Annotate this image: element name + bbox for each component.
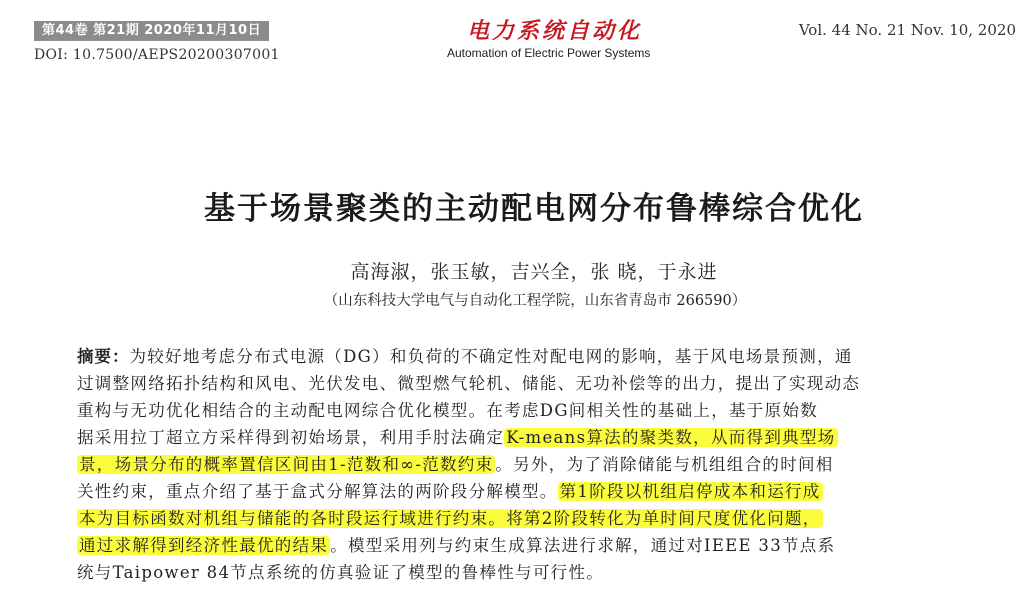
highlighted-text: K-means算法的聚类数，从而得到典型场 xyxy=(506,428,836,447)
abstract-text: 据采用拉丁超立方采样得到初始场景，利用手肘法确定 xyxy=(77,428,505,447)
abstract-line xyxy=(77,478,997,505)
abstract-text: 过调整网络拓扑结构和风电、光伏发电、微型燃气轮机、储能、无功补偿等的出力，提出了实现动态 xyxy=(77,374,861,393)
abstract-text: 为较好地考虑分布式电源（DG）和负荷的不确定性对配电网的影响，基于风电场景预测，通 xyxy=(129,347,853,366)
abstract-text: 。模型采用列与约束生成算法进行求解，通过对IEEE 33节点系 xyxy=(330,536,836,555)
highlighted-text: 通过求解得到经济性最优的结果 xyxy=(79,536,329,555)
abstract-line xyxy=(77,397,997,424)
abstract xyxy=(77,343,997,586)
highlighted-text: 景，场景分布的概率置信区间由1-范数和∞-范数约束 xyxy=(79,455,494,474)
journal-english-title: Automation of Electric Power Systems xyxy=(447,46,651,60)
author-list: 高海淑，张玉敏，吉兴全，张 晓，于永进 xyxy=(350,261,718,283)
abstract-text: 重构与无功优化相结合的主动配电网综合优化模型。在考虑DG间相关性的基础上，基于原始数 xyxy=(77,401,819,420)
highlighted-text: 本为目标函数对机组与储能的各时段运行域进行约束。将第2阶段转化为单时间尺度优化问题， xyxy=(79,509,821,528)
abstract-line xyxy=(77,343,997,370)
abstract-line xyxy=(77,370,997,397)
volume-info: Vol. 44 No. 21 Nov. 10, 2020 xyxy=(798,21,1016,39)
abstract-line xyxy=(77,505,997,532)
abstract-text: 统与Taipower 84节点系统的仿真验证了模型的鲁棒性与可行性。 xyxy=(77,563,605,582)
affiliation: （山东科技大学电气与自动化工程学院，山东省青岛市 266590） xyxy=(323,293,747,309)
abstract-line xyxy=(77,424,997,451)
abstract-line xyxy=(77,451,997,478)
highlighted-text: 第1阶段以机组启停成本和运行成 xyxy=(559,482,821,501)
abstract-line xyxy=(77,559,997,586)
abstract-line xyxy=(77,532,997,559)
abstract-text: 。另外，为了消除储能与机组组合的时间相 xyxy=(495,455,834,474)
abstract-label: 摘要： xyxy=(77,347,130,366)
journal-logo-title: 电力系统自动化 xyxy=(467,18,643,44)
issue-badge: 第44卷 第21期 2020年11月10日 xyxy=(34,21,269,41)
doi-text: DOI: 10.7500/AEPS20200307001 xyxy=(34,47,280,63)
paper-title: 基于场景聚类的主动配电网分布鲁棒综合优化 xyxy=(204,191,864,227)
abstract-text: 关性约束，重点介绍了基于盒式分解算法的两阶段分解模型。 xyxy=(77,482,558,501)
